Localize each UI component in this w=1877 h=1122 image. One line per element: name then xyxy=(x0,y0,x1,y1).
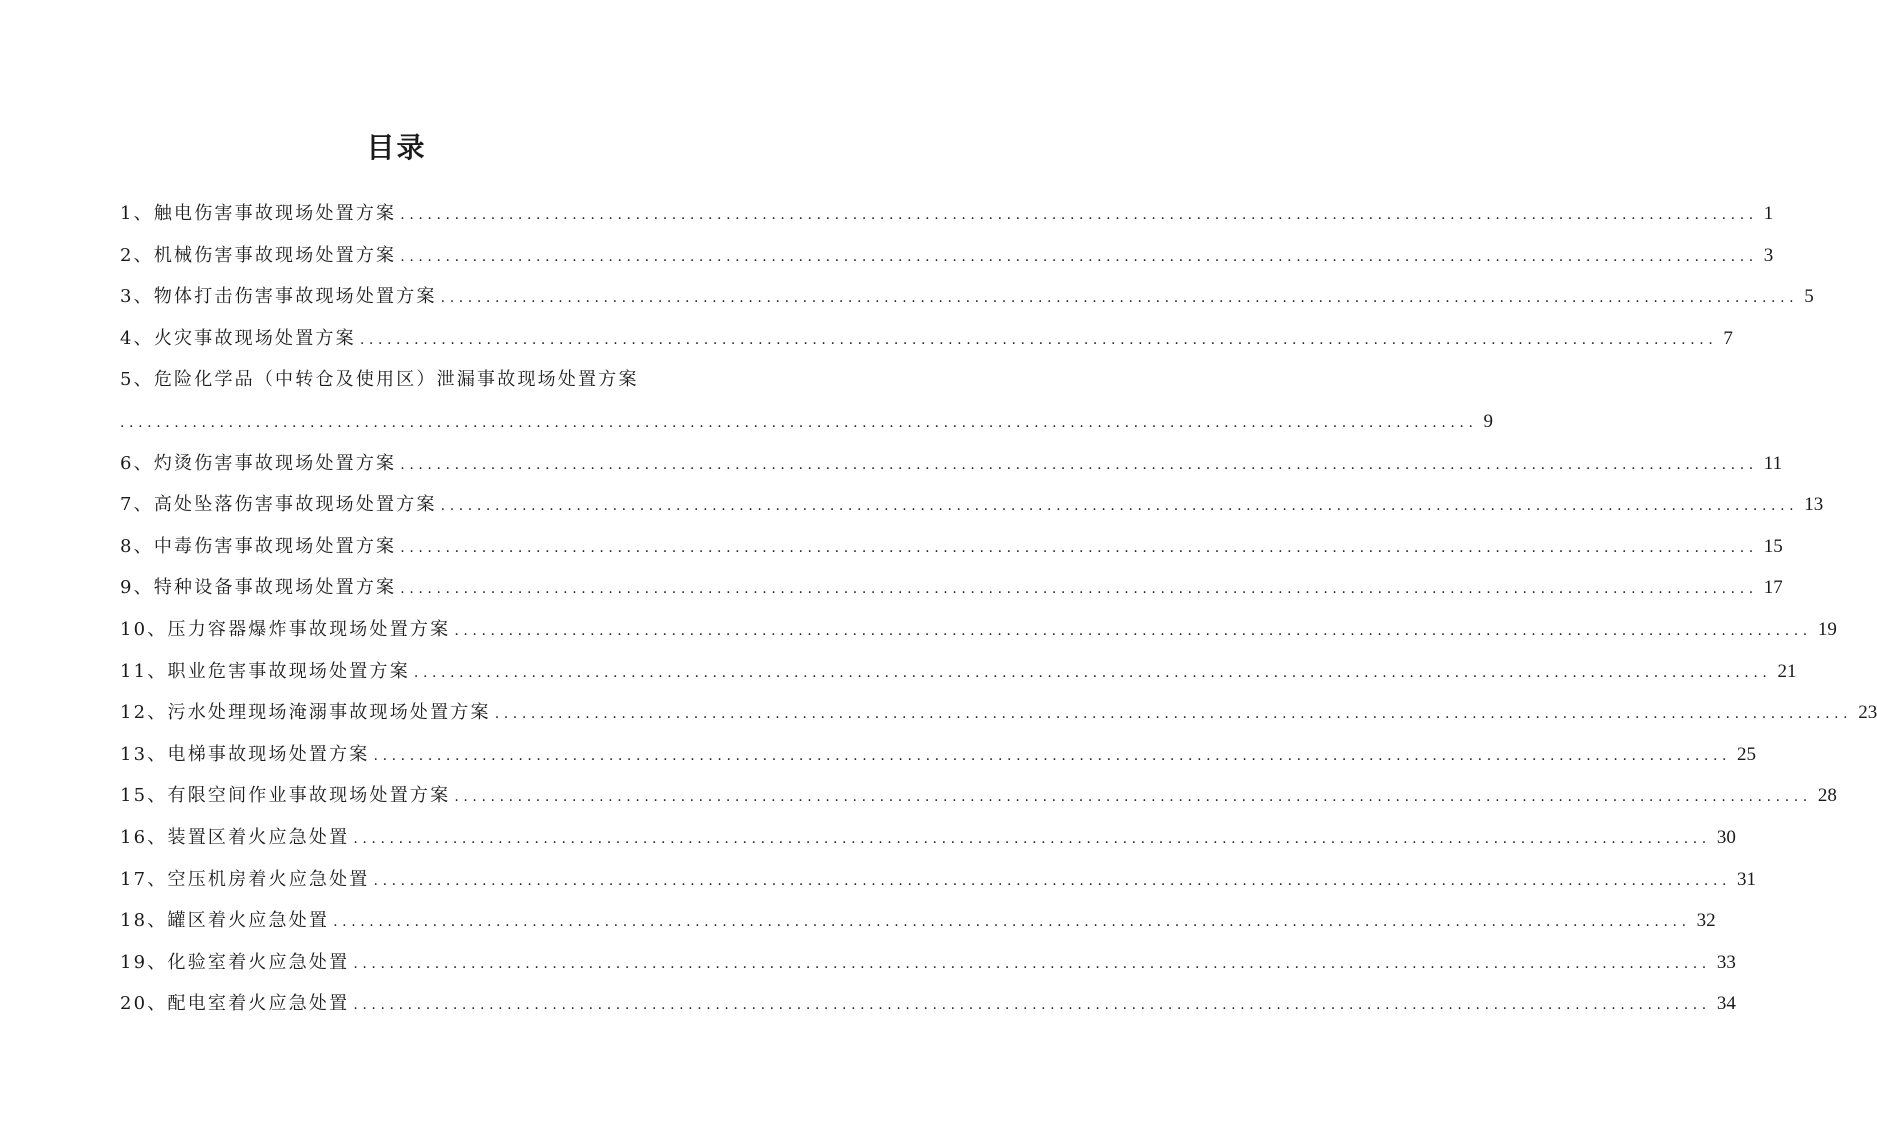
toc-entry[interactable] xyxy=(120,443,1783,485)
toc-page-number: 23 xyxy=(1858,702,1877,724)
toc-page-number: 17 xyxy=(1763,577,1783,599)
dot-leader: ...................................................................................................................................................... xyxy=(400,539,1758,556)
table-of-contents xyxy=(120,193,1877,1025)
toc-page-number: 13 xyxy=(1804,494,1824,516)
toc-entry-continuation[interactable] xyxy=(120,401,1494,443)
toc-page-number: 15 xyxy=(1763,535,1783,557)
toc-entry[interactable] xyxy=(120,276,1814,318)
dot-leader: ...................................................................................................................................................... xyxy=(400,248,1758,265)
toc-entry-text: 2、机械伤害事故现场处置方案 xyxy=(120,244,397,266)
toc-entry[interactable] xyxy=(120,609,1837,651)
toc-page-number: 32 xyxy=(1696,910,1716,932)
toc-page-number: 1 xyxy=(1763,203,1774,224)
toc-page-number: 21 xyxy=(1777,660,1797,682)
toc-entry[interactable] xyxy=(120,526,1783,568)
dot-leader: ...................................................................................................................................................... xyxy=(400,456,1758,473)
toc-entry[interactable] xyxy=(120,318,1733,360)
toc-page-number: 11 xyxy=(1763,452,1783,474)
dot-leader: ...................................................................................................................................................... xyxy=(494,706,1853,723)
toc-page-number: 9 xyxy=(1483,410,1494,432)
toc-page-number: 30 xyxy=(1716,826,1736,848)
dot-leader: ...................................................................................................................................................... xyxy=(400,207,1758,223)
dot-leader: ...................................................................................................................................................... xyxy=(373,872,1732,889)
toc-entry[interactable] xyxy=(120,983,1736,1025)
toc-page-number: 31 xyxy=(1737,868,1757,890)
toc-entry-text: 9、特种设备事故现场处置方案 xyxy=(120,577,397,599)
toc-entry[interactable] xyxy=(120,193,1774,235)
toc-entry-text: 19、化验室着火应急处置 xyxy=(120,951,350,973)
toc-entry[interactable] xyxy=(120,775,1837,817)
dot-leader: ...................................................................................................................................................... xyxy=(373,747,1732,764)
toc-entry[interactable] xyxy=(120,692,1877,734)
toc-entry-text: 10、压力容器爆炸事故现场处置方案 xyxy=(120,618,451,640)
toc-page-number: 3 xyxy=(1763,244,1774,266)
toc-page-number: 33 xyxy=(1716,951,1736,973)
toc-entry[interactable] xyxy=(120,859,1757,901)
toc-entry-text: 13、电梯事故现场处置方案 xyxy=(120,743,370,765)
toc-entry-text: 16、装置区着火应急处置 xyxy=(120,826,350,848)
dot-leader: ...................................................................................................................................................... xyxy=(454,622,1812,639)
toc-page-number: 19 xyxy=(1817,618,1837,640)
dot-leader: ...................................................................................................................................................... xyxy=(413,664,1772,681)
toc-entry-text: 5、危险化学品（中转仓及使用区）泄漏事故现场处置方案 xyxy=(120,369,639,391)
toc-page-number: 28 xyxy=(1817,785,1837,807)
toc-page-number: 7 xyxy=(1723,327,1733,349)
toc-entry-text: 11、职业危害事故现场处置方案 xyxy=(120,660,410,682)
toc-entry[interactable] xyxy=(120,817,1736,859)
dot-leader: ...................................................................................................................................................... xyxy=(120,414,1478,431)
dot-leader: ...................................................................................................................................................... xyxy=(440,290,1799,307)
toc-entry-text: 15、有限空间作业事故现场处置方案 xyxy=(120,785,451,807)
toc-entry[interactable] xyxy=(120,235,1774,277)
dot-leader: ...................................................................................................................................................... xyxy=(400,581,1758,598)
dot-leader: ...................................................................................................................................................... xyxy=(333,914,1691,931)
toc-entry-text: 3、物体打击伤害事故现场处置方案 xyxy=(120,286,437,308)
toc-entry[interactable] xyxy=(120,359,676,401)
toc-page-number: 5 xyxy=(1804,286,1814,308)
toc-entry[interactable] xyxy=(120,900,1716,942)
dot-leader: ...................................................................................................................................................... xyxy=(454,789,1812,806)
toc-entry[interactable] xyxy=(120,734,1757,776)
toc-page-number: 25 xyxy=(1737,743,1757,765)
toc-entry[interactable] xyxy=(120,942,1736,984)
toc-entry-text: 6、灼烫伤害事故现场处置方案 xyxy=(120,452,397,474)
toc-entry-text: 20、配电室着火应急处置 xyxy=(120,993,350,1015)
toc-entry-text: 1、触电伤害事故现场处置方案 xyxy=(120,203,397,224)
dot-leader: ...................................................................................................................................................... xyxy=(353,997,1711,1014)
toc-entry[interactable] xyxy=(120,651,1797,693)
page-title: 目录 xyxy=(366,131,427,164)
toc-entry-text: 4、火灾事故现场处置方案 xyxy=(120,327,356,349)
toc-page-number: 34 xyxy=(1716,993,1736,1015)
toc-entry[interactable] xyxy=(120,484,1824,526)
toc-entry-text: 8、中毒伤害事故现场处置方案 xyxy=(120,535,397,557)
toc-entry-text: 18、罐区着火应急处置 xyxy=(120,910,330,932)
toc-entry-text: 7、高处坠落伤害事故现场处置方案 xyxy=(120,494,437,516)
dot-leader: ...................................................................................................................................................... xyxy=(353,830,1711,847)
toc-entry-text: 17、空压机房着火应急处置 xyxy=(120,868,370,890)
toc-entry-text: 12、污水处理现场淹溺事故现场处置方案 xyxy=(120,702,491,724)
dot-leader: ...................................................................................................................................................... xyxy=(440,498,1799,515)
dot-leader: ...................................................................................................................................................... xyxy=(359,331,1718,348)
dot-leader: ...................................................................................................................................................... xyxy=(353,955,1711,972)
toc-entry[interactable] xyxy=(120,567,1783,609)
